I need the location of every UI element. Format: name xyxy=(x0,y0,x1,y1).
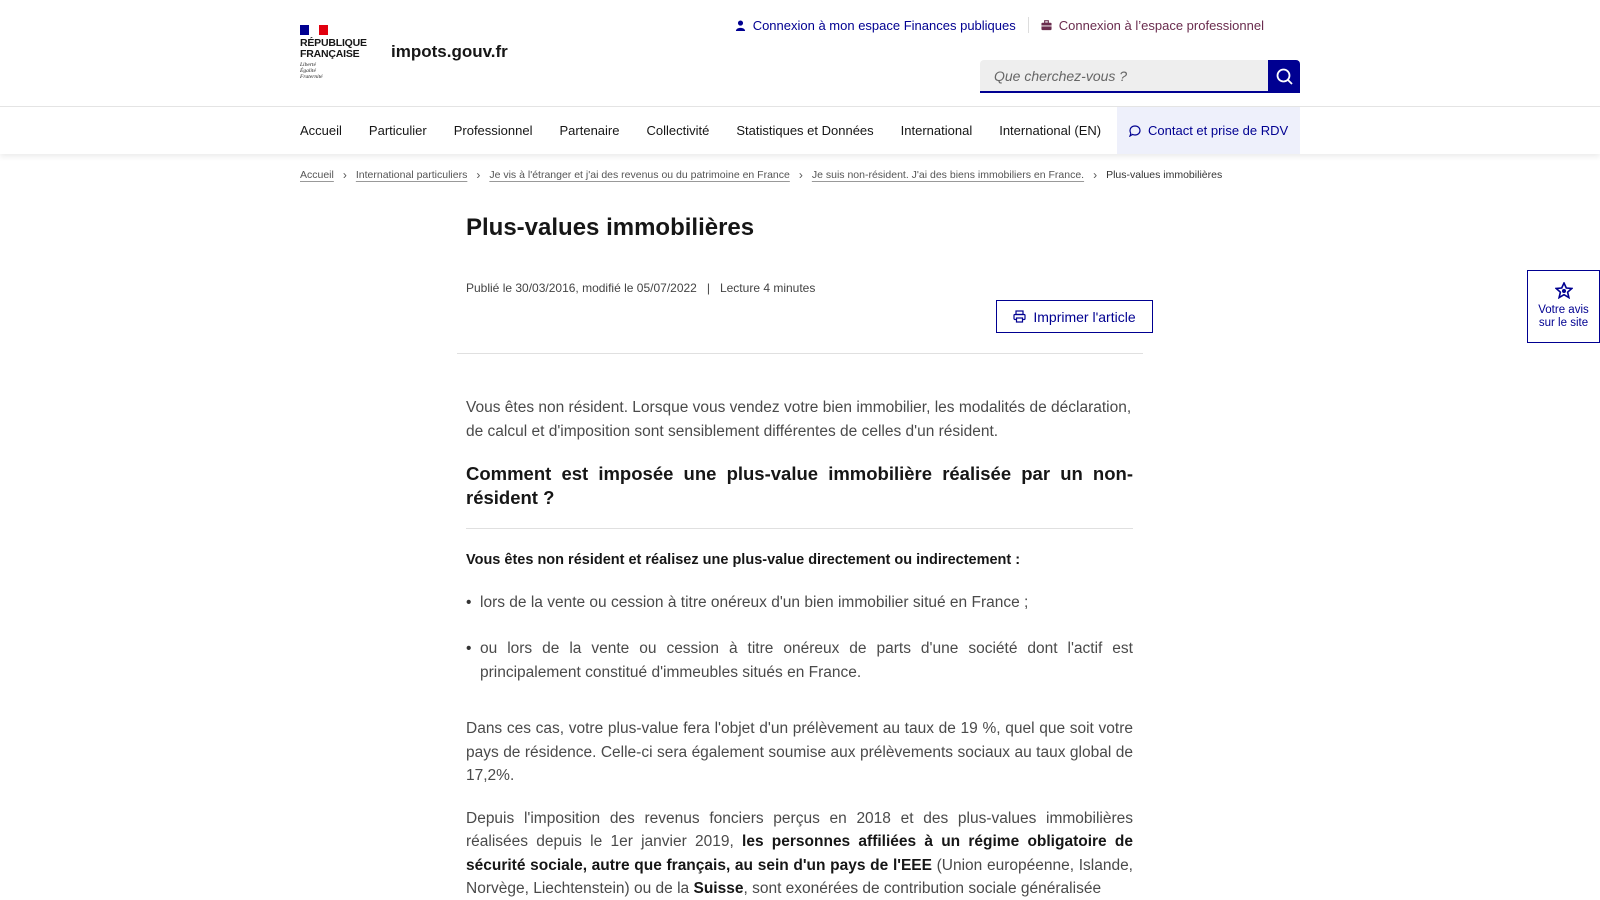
connexion-pro-label: Connexion à l’espace professionnel xyxy=(1058,17,1264,33)
connexion-pro-link[interactable] xyxy=(1041,18,1264,33)
nav-item-professionnel[interactable]: Professionnel xyxy=(453,123,533,138)
search-button[interactable] xyxy=(1268,60,1300,93)
contact-rdv-label: Contact et prise de RDV xyxy=(1148,123,1289,138)
breadcrumb-current: Plus-values immobilières xyxy=(1106,169,1223,181)
republic-line-1: RÉPUBLIQUE xyxy=(300,37,367,49)
chat-bubble-icon xyxy=(1129,125,1141,137)
site-header xyxy=(0,0,1600,107)
list-item: • ou lors de la vente ou cession à titre onéreux de parts d'une société dont l'actif est principalement constitué d'immeubles situés en France. xyxy=(466,637,1133,684)
search-input[interactable] xyxy=(980,60,1268,93)
paragraph-bold-text: Suisse xyxy=(693,880,744,897)
nav-item-particulier[interactable]: Particulier xyxy=(368,123,427,138)
page-title: Plus-values immobilières xyxy=(466,214,755,241)
connexion-particulier-link[interactable] xyxy=(735,18,1016,33)
list-item: • lors de la vente ou cession à titre onéreux d'un bien immobilier situé en France ; xyxy=(466,591,1133,615)
nav-item-collectivite[interactable]: Collectivité xyxy=(646,123,710,138)
breadcrumb-je-vis-a-letranger[interactable]: Je vis à l'étranger et j'ai des revenus ou du patrimoine en France xyxy=(489,169,790,181)
nav-item-partenaire[interactable]: Partenaire xyxy=(559,123,620,138)
user-icon xyxy=(735,20,746,31)
breadcrumb-international-particuliers[interactable]: International particuliers xyxy=(355,169,468,181)
chevron-right-icon: › xyxy=(798,168,803,182)
section-heading: Comment est imposée une plus-value immobilière réalisée par un non-résident ? xyxy=(466,463,1133,508)
nav-item-international-en[interactable]: International (EN) xyxy=(999,123,1102,138)
breadcrumb-non-resident[interactable]: Je suis non-résident. J'ai des biens immobiliers en France. xyxy=(811,169,1085,181)
briefcase-icon xyxy=(1041,20,1052,31)
search-bar xyxy=(980,60,1300,93)
print-article-button[interactable] xyxy=(996,300,1153,333)
nav-item-international[interactable]: International xyxy=(900,123,973,138)
article-body xyxy=(466,396,1133,900)
feedback-button[interactable] xyxy=(1527,270,1600,343)
paragraph-social-security xyxy=(466,807,1133,900)
republique-francaise-logo[interactable] xyxy=(300,38,367,60)
section-subheading: Vous êtes non résident et réalisez une plus-value directement ou indirectement : xyxy=(466,552,1021,568)
paragraph-text: Depuis l'imposition des revenus fonciers perçus en 2018 et des plus-values immobilières réalisées depuis le 1er janvier 2019, xyxy=(466,809,1133,850)
motto-3: Fraternité xyxy=(300,74,323,80)
nav-item-accueil[interactable]: Accueil xyxy=(300,123,342,138)
top-links xyxy=(735,17,1264,33)
article-meta: Publié le 30/03/2016, modifié le 05/07/2022 | Lecture 4 minutes xyxy=(466,281,816,295)
breadcrumb xyxy=(300,168,1222,182)
site-name[interactable]: impots.gouv.fr xyxy=(391,42,508,61)
connexion-particulier-label: Connexion à mon espace Finances publiques xyxy=(752,17,1016,33)
republic-motto xyxy=(300,62,323,80)
chevron-right-icon: › xyxy=(476,168,481,182)
chevron-right-icon: › xyxy=(342,168,347,182)
article-lead: Vous êtes non résident. Lorsque vous vendez votre bien immobilier, les modalités de déclaration, de calcul et d'imposition sont sensiblement différentes de celles d'un résident. xyxy=(466,399,1132,440)
nav-item-statistiques[interactable]: Statistiques et Données xyxy=(736,123,874,138)
chevron-right-icon: › xyxy=(1093,168,1098,182)
french-flag-logo[interactable] xyxy=(300,25,328,35)
main-nav xyxy=(0,107,1600,154)
print-article-label: Imprimer l'article xyxy=(1033,308,1136,325)
paragraph-bold-text: les personnes affiliées à un régime obligatoire de sécurité sociale, autre que français, au sein d'un pays de l'EEE xyxy=(466,833,1133,874)
bullet-list xyxy=(466,591,1133,685)
nav-items xyxy=(300,107,1128,154)
printer-icon xyxy=(1013,310,1026,323)
search-icon xyxy=(1276,68,1293,85)
star-icon xyxy=(1555,282,1573,299)
top-links-divider xyxy=(1028,17,1029,33)
divider xyxy=(457,353,1143,354)
paragraph-text: , sont exonérées de contribution sociale généralisée xyxy=(743,880,1102,897)
divider xyxy=(466,528,1133,529)
motto-1: Liberté xyxy=(300,62,316,68)
paragraph-taxation-rate: Dans ces cas, votre plus-value fera l'objet d'un prélèvement au taux de 19 %, quel que soit votre pays de résidence. Celle-ci sera également soumise aux prélèvements sociaux au taux global de 17,2%. xyxy=(466,720,1133,784)
motto-2: Égalité xyxy=(300,68,316,74)
paragraph-text: (Union européenne, Islande, Norvège, Liechtenstein) ou de la xyxy=(466,856,1133,897)
feedback-line-2: sur le site xyxy=(1538,317,1589,329)
breadcrumb-accueil[interactable]: Accueil xyxy=(300,169,334,181)
contact-rdv-button[interactable] xyxy=(1117,107,1300,154)
feedback-line-1: Votre avis xyxy=(1538,304,1589,316)
republic-line-2: FRANÇAISE xyxy=(300,48,360,60)
